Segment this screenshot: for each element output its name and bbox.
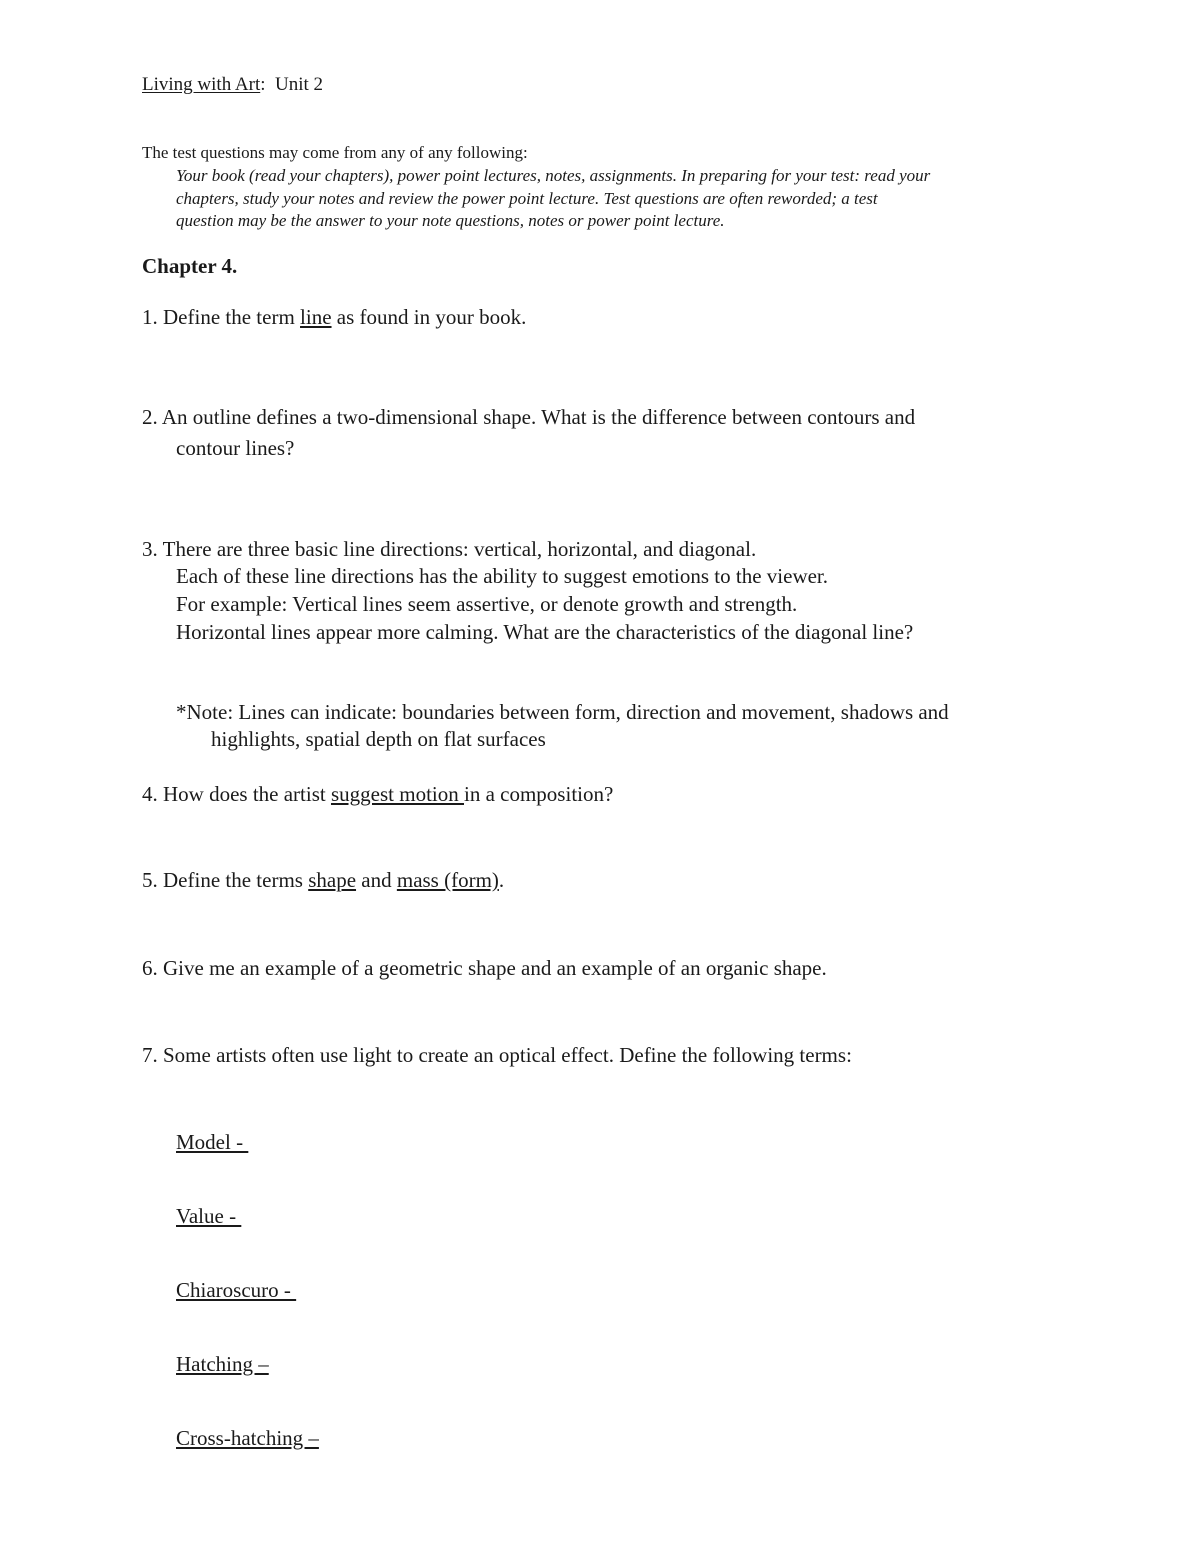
question-1	[142, 305, 526, 330]
intro-italic-line-2: chapters, study your notes and review the power point lecture. Test questions are often reworded; a test	[176, 189, 878, 208]
term-hatching: Hatching –	[176, 1352, 269, 1376]
intro-italic-line-3: question may be the answer to your note questions, notes or power point lecture.	[176, 211, 725, 230]
question-1-term: line	[300, 305, 332, 329]
question-3-line-4: Horizontal lines appear more calming. What are the characteristics of the diagonal line?	[176, 620, 914, 644]
term-cross-hatching: Cross-hatching –	[176, 1426, 319, 1450]
note-line-2: highlights, spatial depth on flat surfaces	[211, 727, 546, 751]
question-5-term-1: shape	[308, 868, 357, 892]
question-2-line-1: 2. An outline defines a two-dimensional shape. What is the difference between contours and	[142, 405, 916, 429]
question-4	[142, 782, 613, 807]
question-5	[142, 868, 504, 893]
question-1-pre: 1. Define the term	[142, 305, 301, 329]
question-5-mid: and	[356, 868, 397, 892]
question-2-line-2: contour lines?	[176, 436, 295, 460]
unit-label: Unit 2	[275, 74, 324, 95]
header-separator: :	[260, 74, 266, 95]
term-value: Value -	[176, 1204, 242, 1228]
question-4-post: in a composition?	[464, 782, 614, 806]
question-3-line-1: 3. There are three basic line directions: vertical, horizontal, and diagonal.	[142, 537, 757, 561]
question-5-pre: 5. Define the terms	[142, 868, 309, 892]
chapter-heading: Chapter 4.	[142, 254, 238, 278]
question-3-line-2: Each of these line directions has the ability to suggest emotions to the viewer.	[176, 564, 829, 588]
question-6: 6. Give me an example of a geometric shape and an example of an organic shape.	[142, 956, 827, 980]
term-chiaroscuro: Chiaroscuro -	[176, 1278, 297, 1302]
term-model: Model -	[176, 1130, 249, 1154]
question-5-term-2: mass (form)	[396, 868, 499, 892]
note-line-1: *Note: Lines can indicate: boundaries between form, direction and movement, shadows and	[176, 700, 949, 724]
document-header	[142, 74, 323, 96]
course-title: Living with Art	[142, 74, 261, 95]
question-4-term: suggest motion	[330, 782, 464, 806]
question-3-line-3: For example: Vertical lines seem assertive, or denote growth and strength.	[176, 592, 798, 616]
intro-italic-line-1: Your book (read your chapters), power point lectures, notes, assignments. In preparing for your test: read your	[176, 166, 931, 185]
intro-lead: The test questions may come from any of any following:	[142, 143, 528, 162]
question-4-pre: 4. How does the artist	[142, 782, 331, 806]
question-7: 7. Some artists often use light to create an optical effect. Define the following terms:	[142, 1043, 852, 1067]
question-5-post: .	[498, 868, 505, 892]
question-1-post: as found in your book.	[331, 305, 527, 329]
